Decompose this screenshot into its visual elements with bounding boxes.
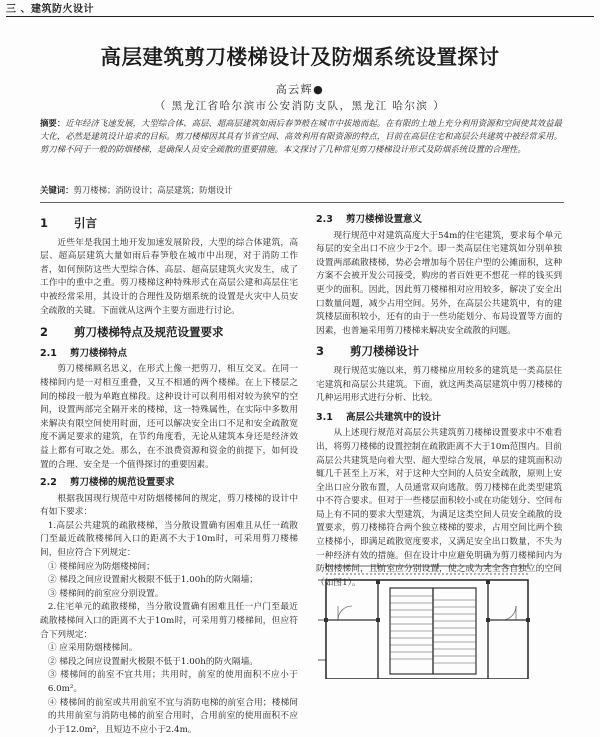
paragraph: 根据我国现行规范中对防烟楼梯间的规定，剪刀楼梯的设计中有如下要求： (40, 493, 298, 518)
heading-section-2-2: 2.2 剪刀楼梯的规范设置要求 (40, 477, 175, 489)
keywords-text: 剪刀楼梯；消防设计；高层建筑；防烟设计 (73, 185, 233, 195)
figure-1-floor-plan (318, 560, 554, 679)
paragraph: 剪刀楼梯顾名思义，在形式上像一把剪刀，相互交叉。在同一楼梯间内是一对相互重叠，又互不相通的两个楼梯。在上下楼层之间的梯段一般为单跑直梯段。这种设计可以利用相对较为狭窄的空间，设置两部完全隔开来的楼梯，这一特殊属性，在实际中多数用来解决有限空间使用时面，还可以解决安全出口不足和安全疏散宽度不满足要求的建筑，在节约角度看，无论从建筑本身还是经济效益上都有可取之处。那么，在不浪费资源和资金的前提下，如何设置的合理、安全是一个值得探讨的重要因素。 (40, 364, 298, 470)
heading-section-3-1: 3.1 高层公共建筑中的设计 (316, 411, 442, 423)
list-item: ② 梯段之间应设置耐火极限不低于1.00h的防火隔墙。 (47, 656, 258, 667)
list-item: ③ 楼梯间的前室应分别设置。 (47, 588, 164, 599)
paragraph: 2.住宅单元的疏散楼梯，当分散设置确有困难且任一户门至最近疏散楼梯间入口的距离不大于10m时，可采用剪刀楼梯间，但应符合下列规定： (40, 602, 298, 640)
paragraph: 从上述现行规范对高层公共建筑剪刀楼梯设置要求中不难看出，将剪刀楼梯的设置控制在疏散距离不大于10m范围内。目前高层公共建筑是向着大型、超大型综合发展，单层的建筑面积动辄几千甚至上万米，对于这种大空间的人员安全疏散，原则上安全出口应分散布置，人员通常双向逃散。剪刀楼梯在此类型建筑中不符合要求。但对于一些楼层面积较小或在功能划分、空间布局上有不同的要求大型建筑，为满足这类空间人员安全疏散的设置要求，剪刀楼梯符合两个独立楼梯的要求，占用空间比两个独立楼梯小，即满足疏散宽度要求，又满足安全出口数量，不失为一种经济有效的措施。但在设计中应避免明确为剪刀楼梯间内为防烟楼梯间，且前室应分别设置，使之成为完全各自独立的空间（如图1）。 (316, 428, 562, 588)
heading-section-2: 2 剪刀楼梯特点及规范设置要求 (40, 325, 224, 340)
heading-section-1: 1 引言 (40, 216, 97, 230)
paragraph: 现行规范实施以来，剪刀楼梯应用较多的建筑是一类高层住宅建筑和高层公共建筑。下面，就这两类高层建筑中剪刀楼梯的几种运用形式进行分析、比较。 (316, 365, 562, 404)
abstract (40, 117, 562, 156)
heading-section-2-1: 2.1 剪刀楼梯特点 (40, 347, 128, 359)
article-title: 高层建筑剪刀楼梯设计及防烟系统设置探讨 (100, 45, 500, 69)
abstract-text: 近年经济飞速发展，大型综合体、高层、超高层建筑如雨后春笋般在城市中拔地而起。在有限的土地上充分利用资源和空间使其效益最大化，必然是建筑设计追求的目标。剪刀楼梯因其具有节省空间、高效利用有限资源的特点，目前在高层住宅和高层公共建筑中被经常采用。剪刀梯不同于一般的防烟楼梯，是确保人员安全疏散的重要措施。本文探讨了几种常见剪刀楼梯设计形式及防烟系统设置的合理性。 (40, 118, 563, 154)
abstract-label: 摘要： (40, 118, 66, 128)
list-item: ① 楼梯间应为防烟楼梯间； (47, 561, 155, 572)
paragraph: 现行规范中对建筑高度大于54m的住宅建筑，要求每个单元每层的安全出口不应少于2个。即一类高层住宅建筑如分别单独设置两部疏散楼梯，势必会增加每个居住户型的公摊面积，这种方案不会被开发公司接受，购房的者百姓更不想花一样的钱买到更少的面积。因此，因此剪刀楼梯相对应用较多，解决了安全出口数量问题，减少占用空间。另外，在高层公共建筑中，有的建筑楼层面积较小，还有的由于一些功能划分、布局设置等方面的因素，也普遍采用剪刀楼梯来解决安全疏散的问题。 (316, 230, 562, 336)
paragraph: 1.高层公共建筑的疏散楼梯，当分散设置确有困难且从任一疏散门至最近疏散楼梯间入口的距离不大于10m时，可采用剪刀楼梯间，但应符合下列规定： (40, 520, 298, 559)
heading-section-2-3: 2.3 剪刀楼梯设置意义 (316, 214, 423, 225)
list-item: ② 梯段之间应设置耐火极限不低于1.00h的防火隔墙； (47, 575, 258, 586)
floor-plan-drawing (318, 560, 554, 679)
heading-section-3: 3 剪刀楼梯设计 (316, 344, 419, 359)
list-item: ③ 楼梯间的前室不宜共用；共用时，前室的使用面积不应小于6.0m²。 (47, 670, 298, 694)
section-tag: 三 、建筑防火设计 (6, 4, 94, 15)
list-item: ① 应采用防烟楼梯间。 (47, 643, 138, 654)
left-column (40, 217, 298, 737)
right-column (316, 213, 562, 590)
article-affiliation: （ 黑龙江省哈尔滨市公安消防支队，黑龙江 哈尔滨 ） (154, 100, 446, 112)
abstract-divider (40, 202, 564, 203)
header-rule (6, 16, 594, 17)
list-item: ④ 楼梯间的前室或共用前室不宜与消防电梯的前室合用；楼梯间的共用前室与消防电梯的前室合用时，合用前室的使用面积不应小于12.0m²，且短边不应小于2.4m。 (47, 697, 298, 735)
keywords (40, 184, 562, 196)
keywords-label: 关键词： (40, 185, 74, 195)
paragraph: 近些年是我国土地开发加速发展阶段，大型的综合体建筑，高层、超高层建筑大量如雨后春笋般在城市中出现，对于消防工作者，如何预防这些大型综合体、高层、超高层建筑火灾发生，成了工作中的重中之重。剪刀楼梯这种特殊形式在高层公建和高层住宅中被经常采用，其设计的合理性及防烟系统的设置是火灾中人员安全疏散的关键。下面就从这两个主要方面进行讨论。 (40, 237, 298, 316)
article-author: 高云辉● (275, 83, 325, 96)
